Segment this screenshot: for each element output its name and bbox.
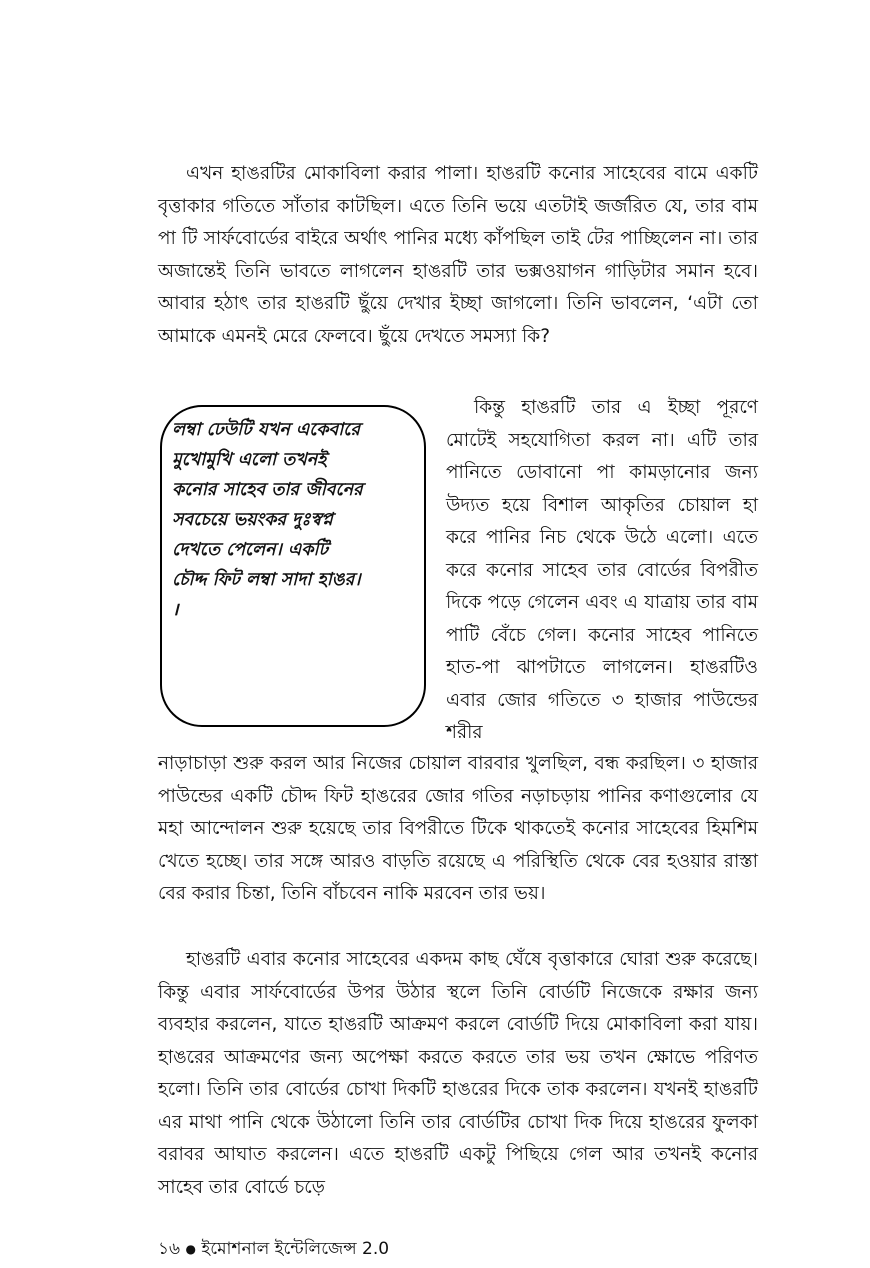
pull-quote-line: মুখোমুখি এলো তখনই — [172, 450, 327, 470]
paragraph-3: হাঙরটি এবার কনোর সাহেবের একদম কাছ ঘেঁষে বৃত্তাকারে ঘোরা শুরু করেছে। কিন্তু এবার সার্ফবোর্ডের উপর উঠার স্থলে তিনি বোর্ডটি নিজেকে রক্ষার জন্য ব্যবহার করলেন, যাতে হাঙরটি আক্রমণ করলে বোর্ডটি দিয়ে মোকাবিলা করা যায়। হাঙরের আক্রমণের জন্য অপেক্ষা করতে করতে তার ভয় তখন ক্ষোভে পরিণত হলো। তিনি তার বোর্ডের চোখা দিকটি হাঙরের দিকে তাক করলেন। যখনই হাঙরটি এর মাথা পানি থেকে উঠালো তিনি তার বোর্ডটির চোখা দিক দিয়ে হাঙরের ফুলকা বরাবর আঘাত করলেন। এতে হাঙরটি একটু পিছিয়ে গেল আর তখনই কনোর সাহেব তার বোর্ডে চড়ে — [158, 949, 758, 1198]
page-footer — [158, 1236, 389, 1264]
paragraph-1: এখন হাঙরটির মোকাবিলা করার পালা। হাঙরটি কনোর সাহেবের বামে একটি বৃত্তাকার গতিতে সাঁতার কাটছিল। এতে তিনি ভয়ে এতটাই জর্জরিত যে, তার বাম পা টি সার্ফবোর্ডের বাইরে অর্থাৎ পানির মধ্যে কাঁপছিল তাই টের পাচ্ছিলেন না। তার অজান্তেই তিনি ভাবতে লাগলেন হাঙরটি তার ভক্সওয়াগন গাড়িটার সমান হবে। আবার হঠাৎ তার হাঙরটি ছুঁয়ে দেখার ইচ্ছা জাগলো। তিনি ভাবলেন, ‘এটা তো আমাকে এমনই মেরে ফেলবে। ছুঁয়ে দেখতে সমস্যা কি? — [158, 163, 758, 347]
pull-quote-line: দেখতে পেলেন। একটি — [172, 540, 328, 560]
pull-quote-text — [172, 415, 422, 625]
page-number: ১৬ — [158, 1239, 181, 1259]
pull-quote-line: কনোর সাহেব তার জীবনের — [172, 480, 363, 500]
paragraph-2-continued: নাড়াচাড়া শুরু করল আর নিজের চোয়াল বারবার খুলছিল, বন্ধ করছিল। ৩ হাজার পাউন্ডের একটি চৌদ্দ ফিট হাঙরের জোর গতির নড়াচড়ায় পানির কণাগুলোর যে মহা আন্দোলন শুরু হয়েছে তার বিপরীতে টিকে থাকতেই কনোর সাহেবের হিমশিম খেতে হচ্ছে। তার সঙ্গে আরও বাড়তি রয়েছে এ পরিস্থিতি থেকে বের হওয়ার রাস্তা বের করার চিন্তা, তিনি বাঁচবেন নাকি মরবেন তার ভয়। — [158, 753, 758, 904]
pull-quote-line: চৌদ্দ ফিট লম্বা সাদা হাঙর। — [172, 570, 361, 590]
pull-quote-line: সবচেয়ে ভয়ংকর দুঃস্বপ্ন — [172, 510, 333, 530]
pull-quote-line: লম্বা ঢেউটি যখন একেবারে — [172, 420, 360, 440]
bullet-separator: ● — [185, 1242, 196, 1256]
paragraph-2-beside-callout: কিন্তু হাঙরটি তার এ ইচ্ছা পূরণে মোটেই সহযোগিতা করল না। এটি তার পানিতে ডোবানো পা কামড়ানোর জন্য উদ্যত হয়ে বিশাল আকৃতির চোয়াল হা করে পানির নিচ থেকে উঠে এলো। এতে করে কনোর সাহেব তার বোর্ডের বিপরীত দিকে পড়ে গেলেন এবং এ যাত্রায় তার বাম পাটি বেঁচে গেল। কনোর সাহেব পানিতে হাত-পা ঝাপটাতে লাগলেন। হাঙরটিও এবার জোর গতিতে ৩ হাজার পাউন্ডের শরীর — [446, 397, 758, 743]
pull-quote-line: । — [172, 600, 179, 620]
book-title: ইমোশনাল ইন্টেলিজেন্স 2.0 — [201, 1239, 390, 1259]
pull-quote-box — [160, 405, 426, 727]
